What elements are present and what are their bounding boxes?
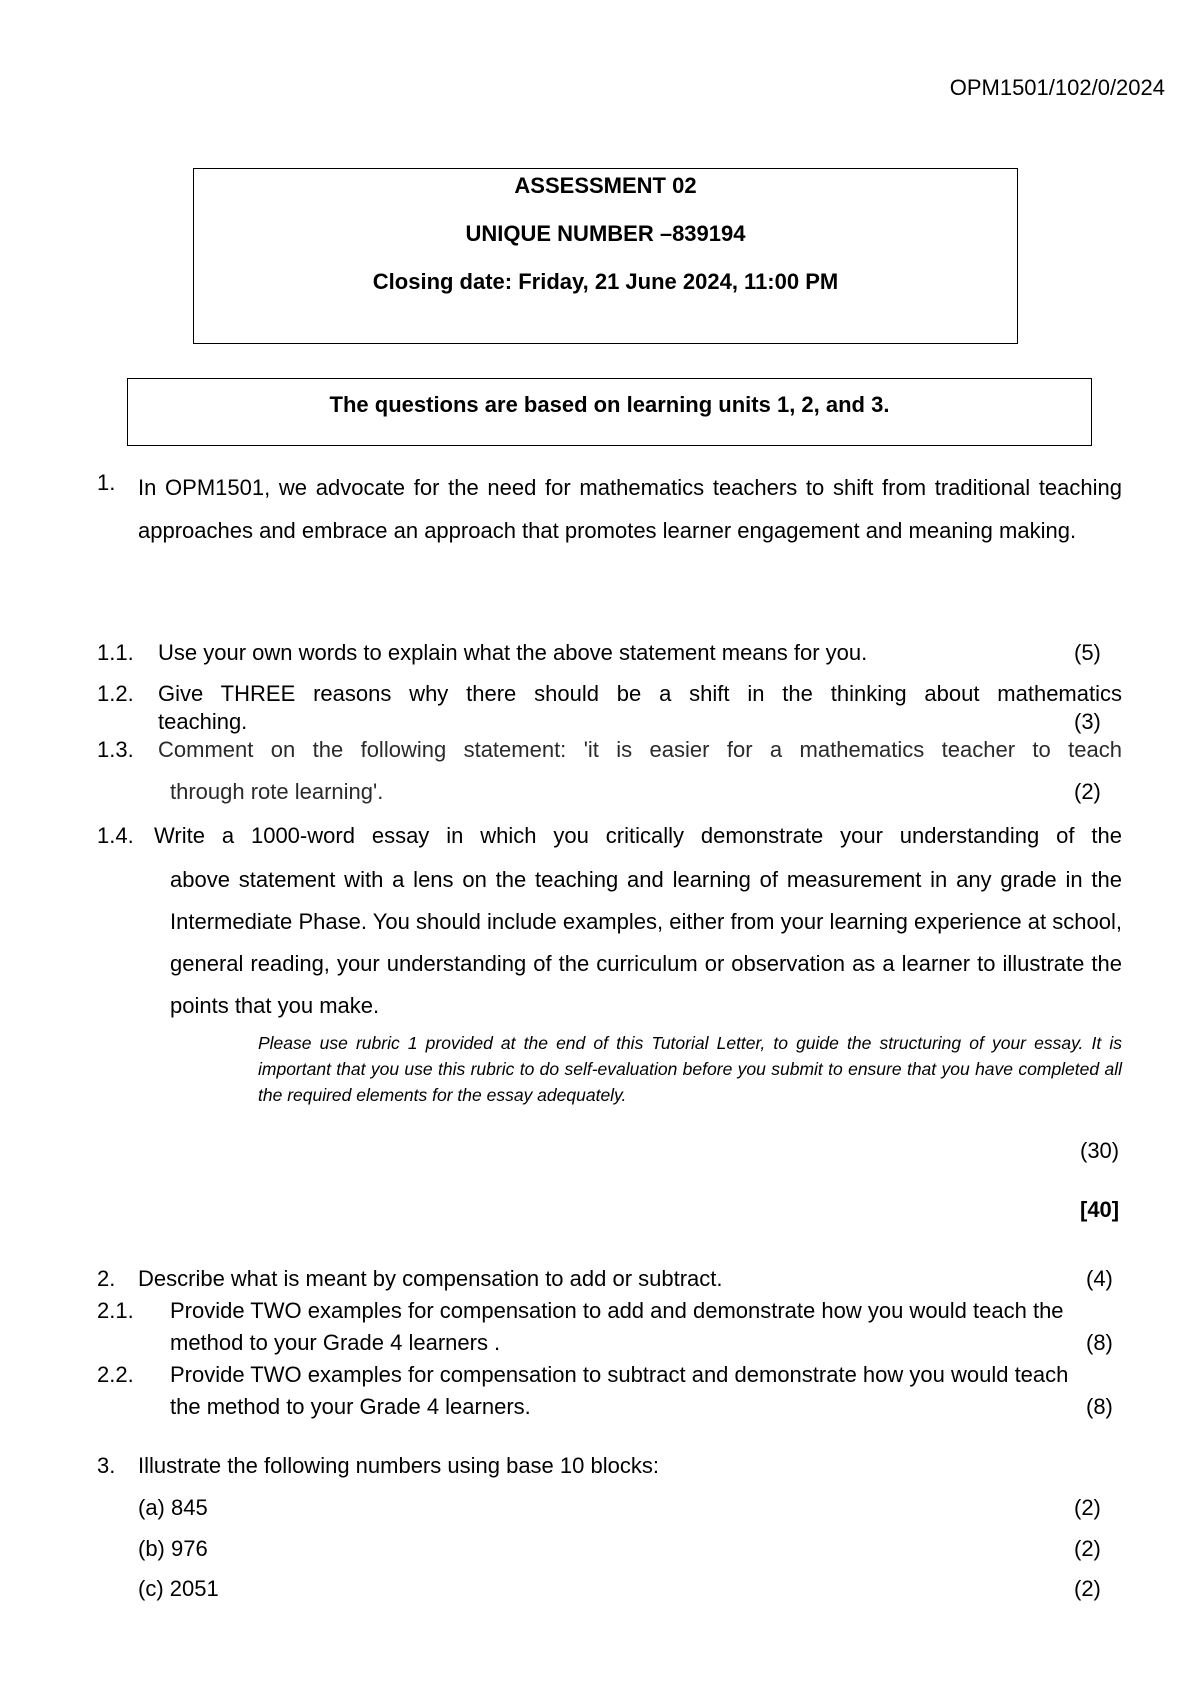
q2-marks: (4) xyxy=(1086,1266,1113,1291)
q1-3-marks: (2) xyxy=(1074,779,1101,804)
document-code: OPM1501/102/0/2024 xyxy=(949,75,1165,100)
q3-item-c-marks: (2) xyxy=(1074,1576,1101,1601)
q2-2-marks: (8) xyxy=(1086,1394,1113,1419)
q2-2-text: Provide TWO examples for compensation to subtract and demonstrate how you would teach xyxy=(170,1362,1069,1387)
q3-number: 3. xyxy=(97,1453,116,1478)
q2-2-number: 2.2. xyxy=(97,1362,134,1387)
q1-2-number: 1.2. xyxy=(97,681,134,706)
q1-4-rubric-note: Please use rubric 1 provided at the end of this Tutorial Letter, to guide the structuring of your essay. It is important that you use this rubric to do self-evaluation before you submit to ensure that you have completed all the required elements for the essay adequately. xyxy=(258,1033,1122,1105)
q1-1-text: Use your own words to explain what the above statement means for you. xyxy=(158,640,868,665)
q1-3-text: Comment on the following statement: 'it is easier for a mathematics teacher to teach xyxy=(158,737,1122,762)
q2-number: 2. xyxy=(97,1266,116,1291)
q3-item-a-marks: (2) xyxy=(1074,1495,1101,1520)
q3-item-b-marks: (2) xyxy=(1074,1536,1101,1561)
q1-text: In OPM1501, we advocate for the need for mathematics teachers to shift from traditional teaching approaches and embrace an approach that promotes learner engagement and meaning making. xyxy=(138,475,1122,543)
unique-number: UNIQUE NUMBER –839194 xyxy=(465,221,746,246)
q1-total-marks: [40] xyxy=(1080,1197,1120,1222)
q1-1-number: 1.1. xyxy=(97,640,134,665)
q1-4-text: above statement with a lens on the teaching and learning of measurement in any grade in the Intermediate Phase. You should include examples, either from your learning experience at school, general reading, your understanding of the curriculum or observation as a learner to illustrate the points that you make. xyxy=(170,867,1122,1018)
q2-1-number: 2.1. xyxy=(97,1298,134,1323)
q1-4-marks: (30) xyxy=(1080,1138,1120,1163)
q1-3-text-cont: through rote learning'. xyxy=(170,779,384,804)
q2-1-text: Provide TWO examples for compensation to add and demonstrate how you would teach the xyxy=(170,1298,1064,1323)
q2-2-text-cont: the method to your Grade 4 learners. xyxy=(170,1394,531,1419)
q3-item-b: (b) 976 xyxy=(138,1536,208,1561)
q3-text: Illustrate the following numbers using base 10 blocks: xyxy=(138,1453,659,1478)
q3-item-c: (c) 2051 xyxy=(138,1576,219,1601)
q1-2-text: Give THREE reasons why there should be a shift in the thinking about mathematics xyxy=(158,681,1122,706)
q1-2-text-cont: teaching. xyxy=(158,709,248,734)
q3-item-a: (a) 845 xyxy=(138,1495,208,1520)
q1-4-text-first: Write a 1000-word essay in which you critically demonstrate your understanding of the xyxy=(154,823,1122,848)
q1-4-number: 1.4. xyxy=(97,823,134,848)
learning-units-text: The questions are based on learning units 1, 2, and 3. xyxy=(329,392,890,417)
q1-2-marks: (3) xyxy=(1074,709,1101,734)
closing-date: Closing date: Friday, 21 June 2024, 11:00 PM xyxy=(372,269,839,294)
assessment-title: ASSESSMENT 02 xyxy=(514,173,697,198)
q2-1-text-cont: method to your Grade 4 learners . xyxy=(170,1330,501,1355)
q1-3-number: 1.3. xyxy=(97,737,134,762)
q2-text: Describe what is meant by compensation to add or subtract. xyxy=(138,1266,723,1291)
q1-1-marks: (5) xyxy=(1074,640,1101,665)
q2-1-marks: (8) xyxy=(1086,1330,1113,1355)
q1-number: 1. xyxy=(97,470,116,495)
